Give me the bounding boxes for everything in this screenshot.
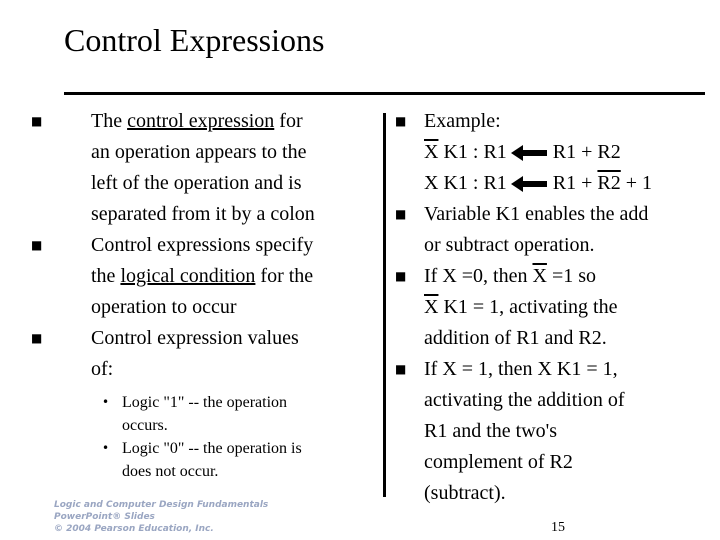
square-bullet-icon: ■ <box>395 362 407 376</box>
term-control-expression: control expression <box>127 110 275 132</box>
left-arrow-icon <box>511 143 547 163</box>
square-bullet-icon: ■ <box>31 114 43 128</box>
title-divider <box>64 92 705 95</box>
square-bullet-icon: ■ <box>395 114 407 128</box>
page-number: 15 <box>551 520 565 535</box>
left-arrow-icon <box>511 174 547 194</box>
sub-bullet-logic-0: • Logic "0" -- the operation is does not occur. <box>30 437 390 483</box>
bullet-example: ■ Example: $\overline{X}$ K1 : R1 R1 + R 2 X K1 : R1 R1 + R2 + 1 <box>392 106 720 199</box>
bullet-if-x-1: ■ If X = 1, then X K1 = 1, activating the addition of R1 and the two's complement of R2 (subtract). <box>392 354 720 509</box>
square-bullet-icon: ■ <box>395 207 407 221</box>
dot-bullet-icon: • <box>102 395 110 409</box>
bullet-control-values: ■ Control expression values of: <box>30 323 390 385</box>
slide-title: Control Expressions <box>64 22 325 58</box>
term-logical-condition: logical condition <box>120 265 256 287</box>
publisher-footer: Logic and Computer Design Fundamentals PowerPoint® Slides © 2004 Pearson Education, Inc. <box>54 500 269 534</box>
bullet-control-expression: ■ The control expression for an operation appears to the left of the operation and is separated from it by a colon <box>30 106 390 230</box>
expression-subtract: X K1 : R1 R1 + R2 + 1 <box>424 172 653 194</box>
bullet-if-x-0: ■ If X =0, then $\overline{X} =1$ so $\overline{X}$ K1 = 1, activating the addition of R1 and R2. <box>392 261 720 354</box>
expression-add: $\overline{X}$ K1 : R1 R1 + R 2 <box>424 141 621 163</box>
bullet-control-specify: ■ Control expressions specify the logical condition for the operation to occur <box>30 230 390 323</box>
left-column <box>30 106 390 483</box>
sub-bullet-logic-1: • Logic "1" -- the operation occurs. <box>30 391 390 437</box>
sub-list <box>30 391 390 483</box>
right-column <box>392 106 720 509</box>
bullet-variable-k1: ■ Variable K1 enables the add or subtract operation. <box>392 199 720 261</box>
square-bullet-icon: ■ <box>31 238 43 252</box>
dot-bullet-icon: • <box>102 441 110 455</box>
square-bullet-icon: ■ <box>31 331 43 345</box>
square-bullet-icon: ■ <box>395 269 407 283</box>
